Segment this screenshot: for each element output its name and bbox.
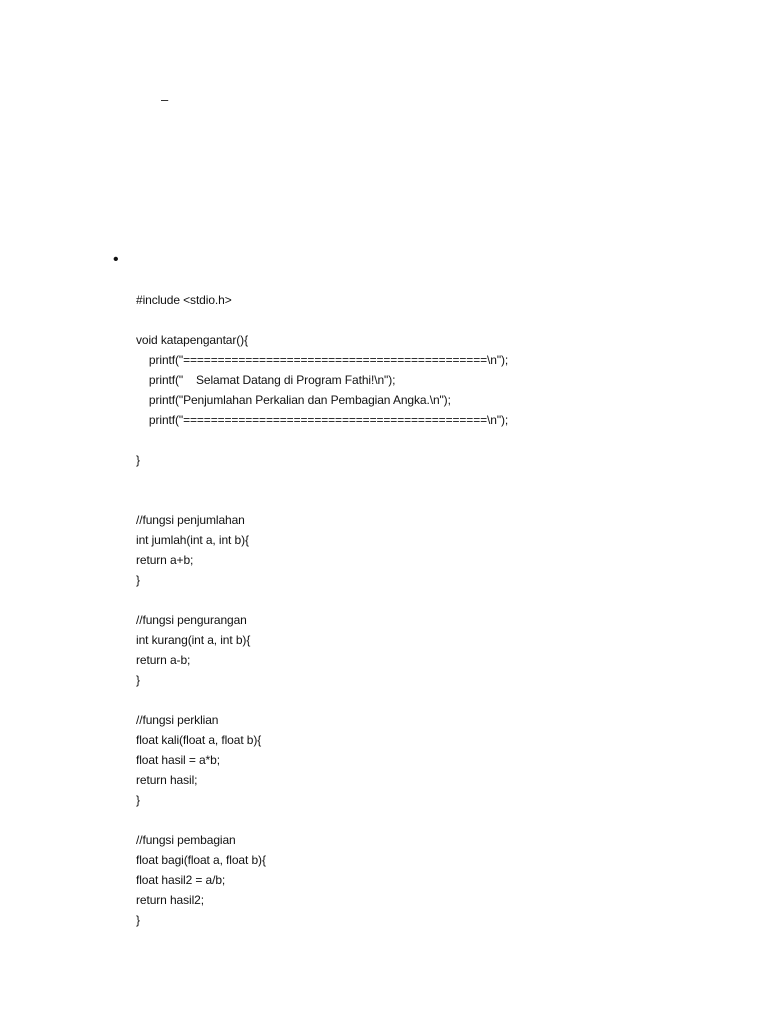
code-line: [136, 430, 508, 450]
code-line: //fungsi perklian: [136, 713, 219, 727]
code-line: void katapengantar(){: [136, 333, 248, 347]
code-line: }: [136, 573, 140, 587]
code-line: printf("Penjumlahan Perkalian dan Pembagian Angka.\n");: [136, 393, 451, 407]
code-line: return a+b;: [136, 553, 194, 567]
code-line: printf("============================================\n");: [136, 353, 509, 367]
code-listing: [136, 290, 508, 930]
code-line: [136, 470, 508, 490]
code-line: printf(" Selamat Datang di Program Fathi!\n");: [136, 373, 396, 387]
code-line: [136, 490, 508, 510]
code-line: float hasil = a*b;: [136, 753, 220, 767]
code-line: float hasil2 = a/b;: [136, 873, 226, 887]
top-dash-mark: –: [161, 92, 169, 107]
code-line: }: [136, 793, 140, 807]
code-line: float kali(float a, float b){: [136, 733, 262, 747]
code-line: }: [136, 673, 140, 687]
code-line: printf("============================================\n");: [136, 413, 509, 427]
code-line: [136, 690, 508, 710]
code-line: //fungsi penjumlahan: [136, 513, 245, 527]
code-line: int kurang(int a, int b){: [136, 633, 251, 647]
code-line: }: [136, 913, 140, 927]
code-line: //fungsi pembagian: [136, 833, 236, 847]
bullet-point: •: [113, 251, 119, 268]
code-line: float bagi(float a, float b){: [136, 853, 266, 867]
code-line: }: [136, 453, 140, 467]
code-line: int jumlah(int a, int b){: [136, 533, 249, 547]
code-line: [136, 590, 508, 610]
code-line: return hasil2;: [136, 893, 204, 907]
code-line: #include <stdio.h>: [136, 293, 232, 307]
code-line: //fungsi pengurangan: [136, 613, 247, 627]
code-line: return a-b;: [136, 653, 191, 667]
code-line: return hasil;: [136, 773, 198, 787]
code-line: [136, 810, 508, 830]
code-line: [136, 310, 508, 330]
